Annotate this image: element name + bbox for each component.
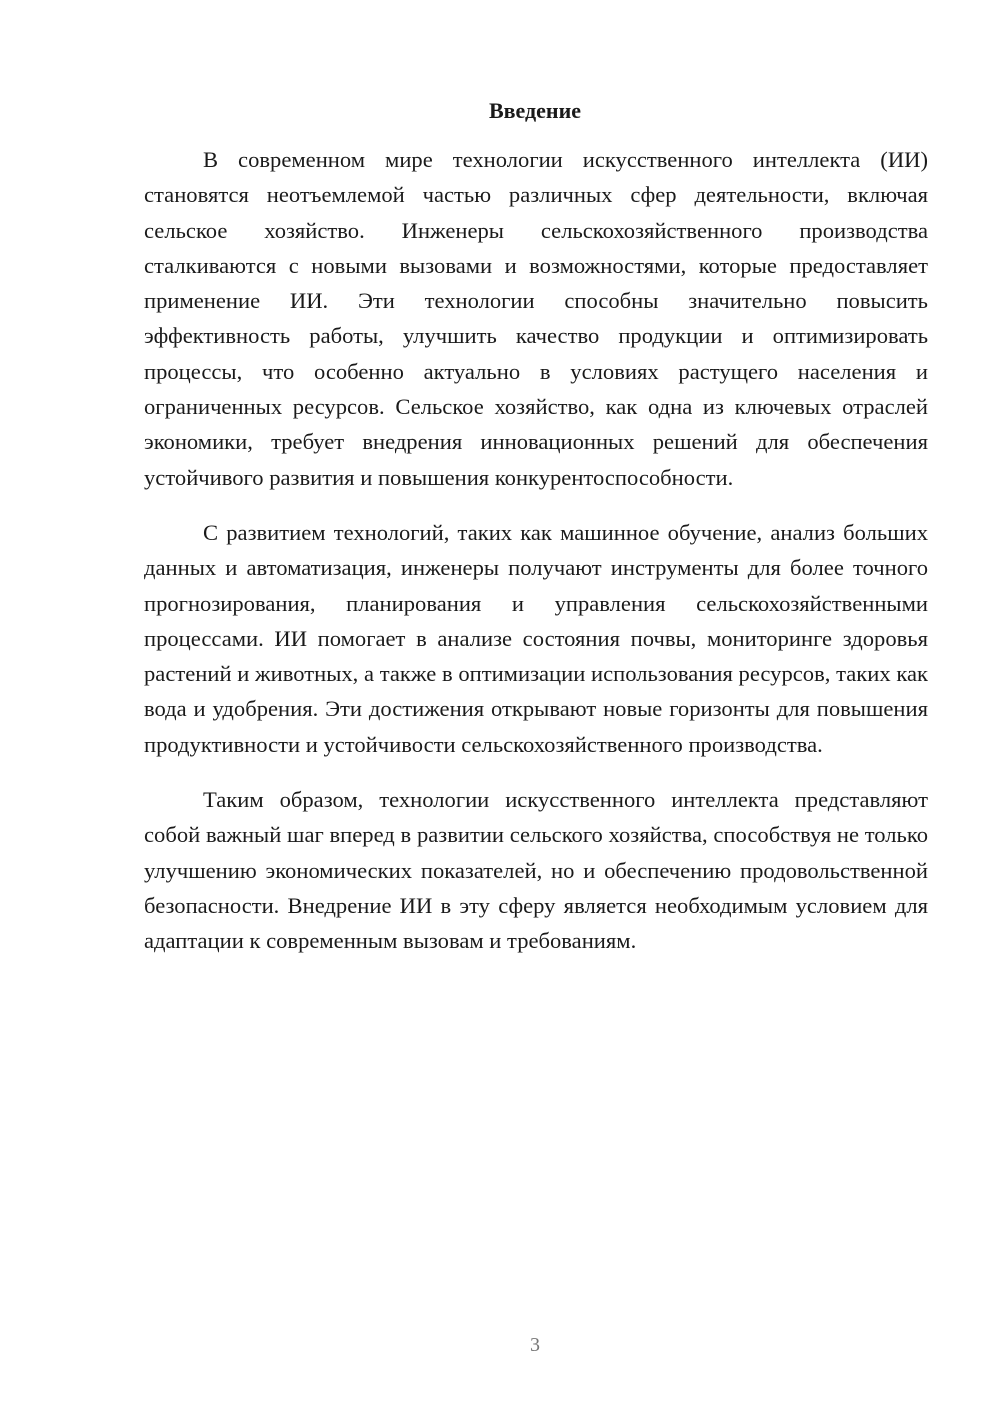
body-text bbox=[144, 142, 928, 979]
page-number: 3 bbox=[530, 1334, 540, 1356]
paragraph-1: В современном мире технологии искусственного интеллекта (ИИ) становятся неотъемлемой частью различных сфер деятельности, включая сельское хозяйство. Инженеры сельскохозяйственного производства сталкиваются с новыми вызовами и возможностями, которые предоставляет применение ИИ. Эти технологии способны значительно повысить эффективность работы, улучшить качество продукции и оптимизировать процессы, что особенно актуально в условиях растущего населения и ограниченных ресурсов. Сельское хозяйство, как одна из ключевых отраслей экономики, требует внедрения инновационных решений для обеспечения устойчивого развития и повышения конкурентоспособности. bbox=[144, 147, 928, 490]
section-heading: Введение bbox=[488, 98, 582, 123]
paragraph-2: С развитием технологий, таких как машинное обучение, анализ больших данных и автоматизация, инженеры получают инструменты для более точного прогнозирования, планирования и управления сельскохозяйственными процессами. ИИ помогает в анализе состояния почвы, мониторинге здоровья растений и животных, а также в оптимизации использования ресурсов, таких как вода и удобрения. Эти достижения открывают новые горизонты для повышения продуктивности и устойчивости сельскохозяйственного производства. bbox=[144, 519, 928, 757]
paragraph-3: Таким образом, технологии искусственного интеллекта представляют собой важный шаг вперед в развитии сельского хозяйства, способствуя не только улучшению экономических показателей, но и обеспечению продовольственной безопасности. Внедрение ИИ в эту сферу является необходимым условием для адаптации к современным вызовам и требованиям. bbox=[144, 787, 928, 954]
